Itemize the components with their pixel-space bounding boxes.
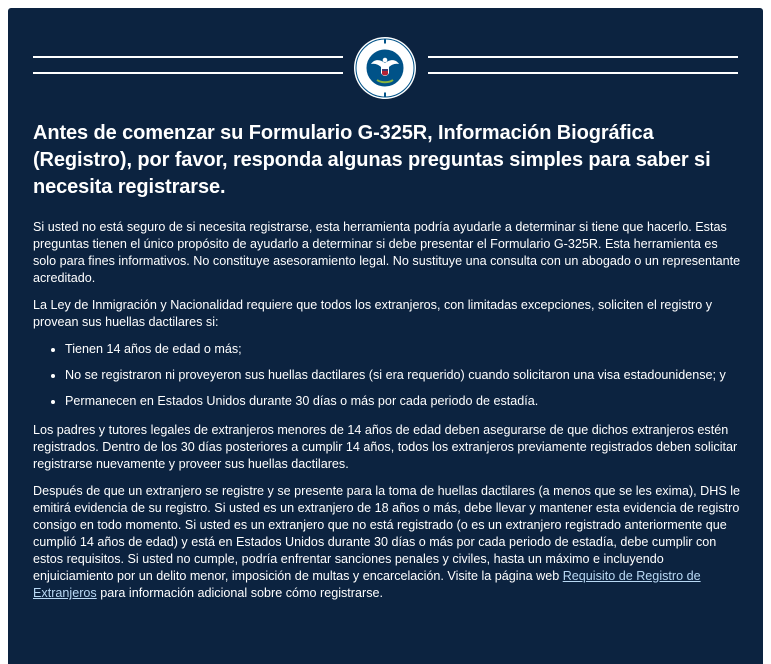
list-item: • Tienen 14 años de edad o más;	[65, 341, 743, 358]
registration-paragraph	[33, 483, 743, 602]
registration-requirement-link[interactable]: Requisito de Registro de Extranjeros	[33, 569, 701, 600]
intro-paragraph: Si usted no está seguro de si necesita registrarse, esta herramienta podría ayudarle a determinar si tiene que hacerlo. Estas preguntas tienen el único propósito de ayudarlo a determinar si debe presentar el Formulario G-325R. Esta herramienta es solo para fines informativos. No constituye asesoramiento legal. No sustituye una consulta con un abogado o un representante acreditado.	[33, 220, 741, 285]
requirements-list	[33, 341, 743, 410]
intro-panel	[8, 8, 763, 664]
divider-line	[33, 72, 343, 74]
divider-line	[428, 56, 738, 58]
list-item: • Permanecen en Estados Unidos durante 30 días o más por cada periodo de estadía.	[65, 393, 743, 410]
page-title: Antes de comenzar su Formulario G-325R, Información Biográfica (Registro), por favor, responda algunas preguntas simples para saber si necesita registrarse.	[33, 122, 711, 198]
seal-header	[33, 36, 738, 100]
parents-paragraph: Los padres y tutores legales de extranjeros menores de 14 años de edad deben asegurarse de que dichos extranjeros estén registrados. Dentro de los 30 días posteriores a cumplir 14 años, todos los extranjeros previamente registrados deben solicitar registrarse nuevamente y proveer sus huellas dactilares.	[33, 423, 738, 471]
registration-text-end: para información adicional sobre cómo registrarse.	[100, 586, 383, 600]
divider-line	[428, 72, 738, 74]
divider-line	[33, 56, 343, 58]
law-paragraph: La Ley de Inmigración y Nacionalidad requiere que todos los extranjeros, con limitadas excepciones, soliciten el registro y provean sus huellas dactilares si:	[33, 298, 713, 329]
main-content	[33, 120, 743, 612]
dhs-seal-icon	[353, 36, 417, 100]
registration-text: Después de que un extranjero se registre y se presente para la toma de huellas dactilares (a menos que se les exima), DHS le emitirá evidencia de su registro. Si usted es un extranjero de 18 años o más, debe llevar y mantener esta evidencia de registro consigo en todo momento. Si usted es un extranjero que no está registrado (o es un extranjero registrado anteriormente que cumplió 14 años de edad) y está en Estados Unidos durante 30 días o más por cada periodo de estadía, debe cumplir con estos requisitos. Si usted no cumple, podría enfrentar sanciones penales y civiles, hasta un máximo e incluyendo enjuiciamiento por un delito menor, imposición de multas y encarcelación. Visite la página web	[33, 484, 741, 583]
list-item: • No se registraron ni proveyeron sus huellas dactilares (si era requerido) cuando solicitaron una visa estadounidense; y	[65, 367, 743, 384]
